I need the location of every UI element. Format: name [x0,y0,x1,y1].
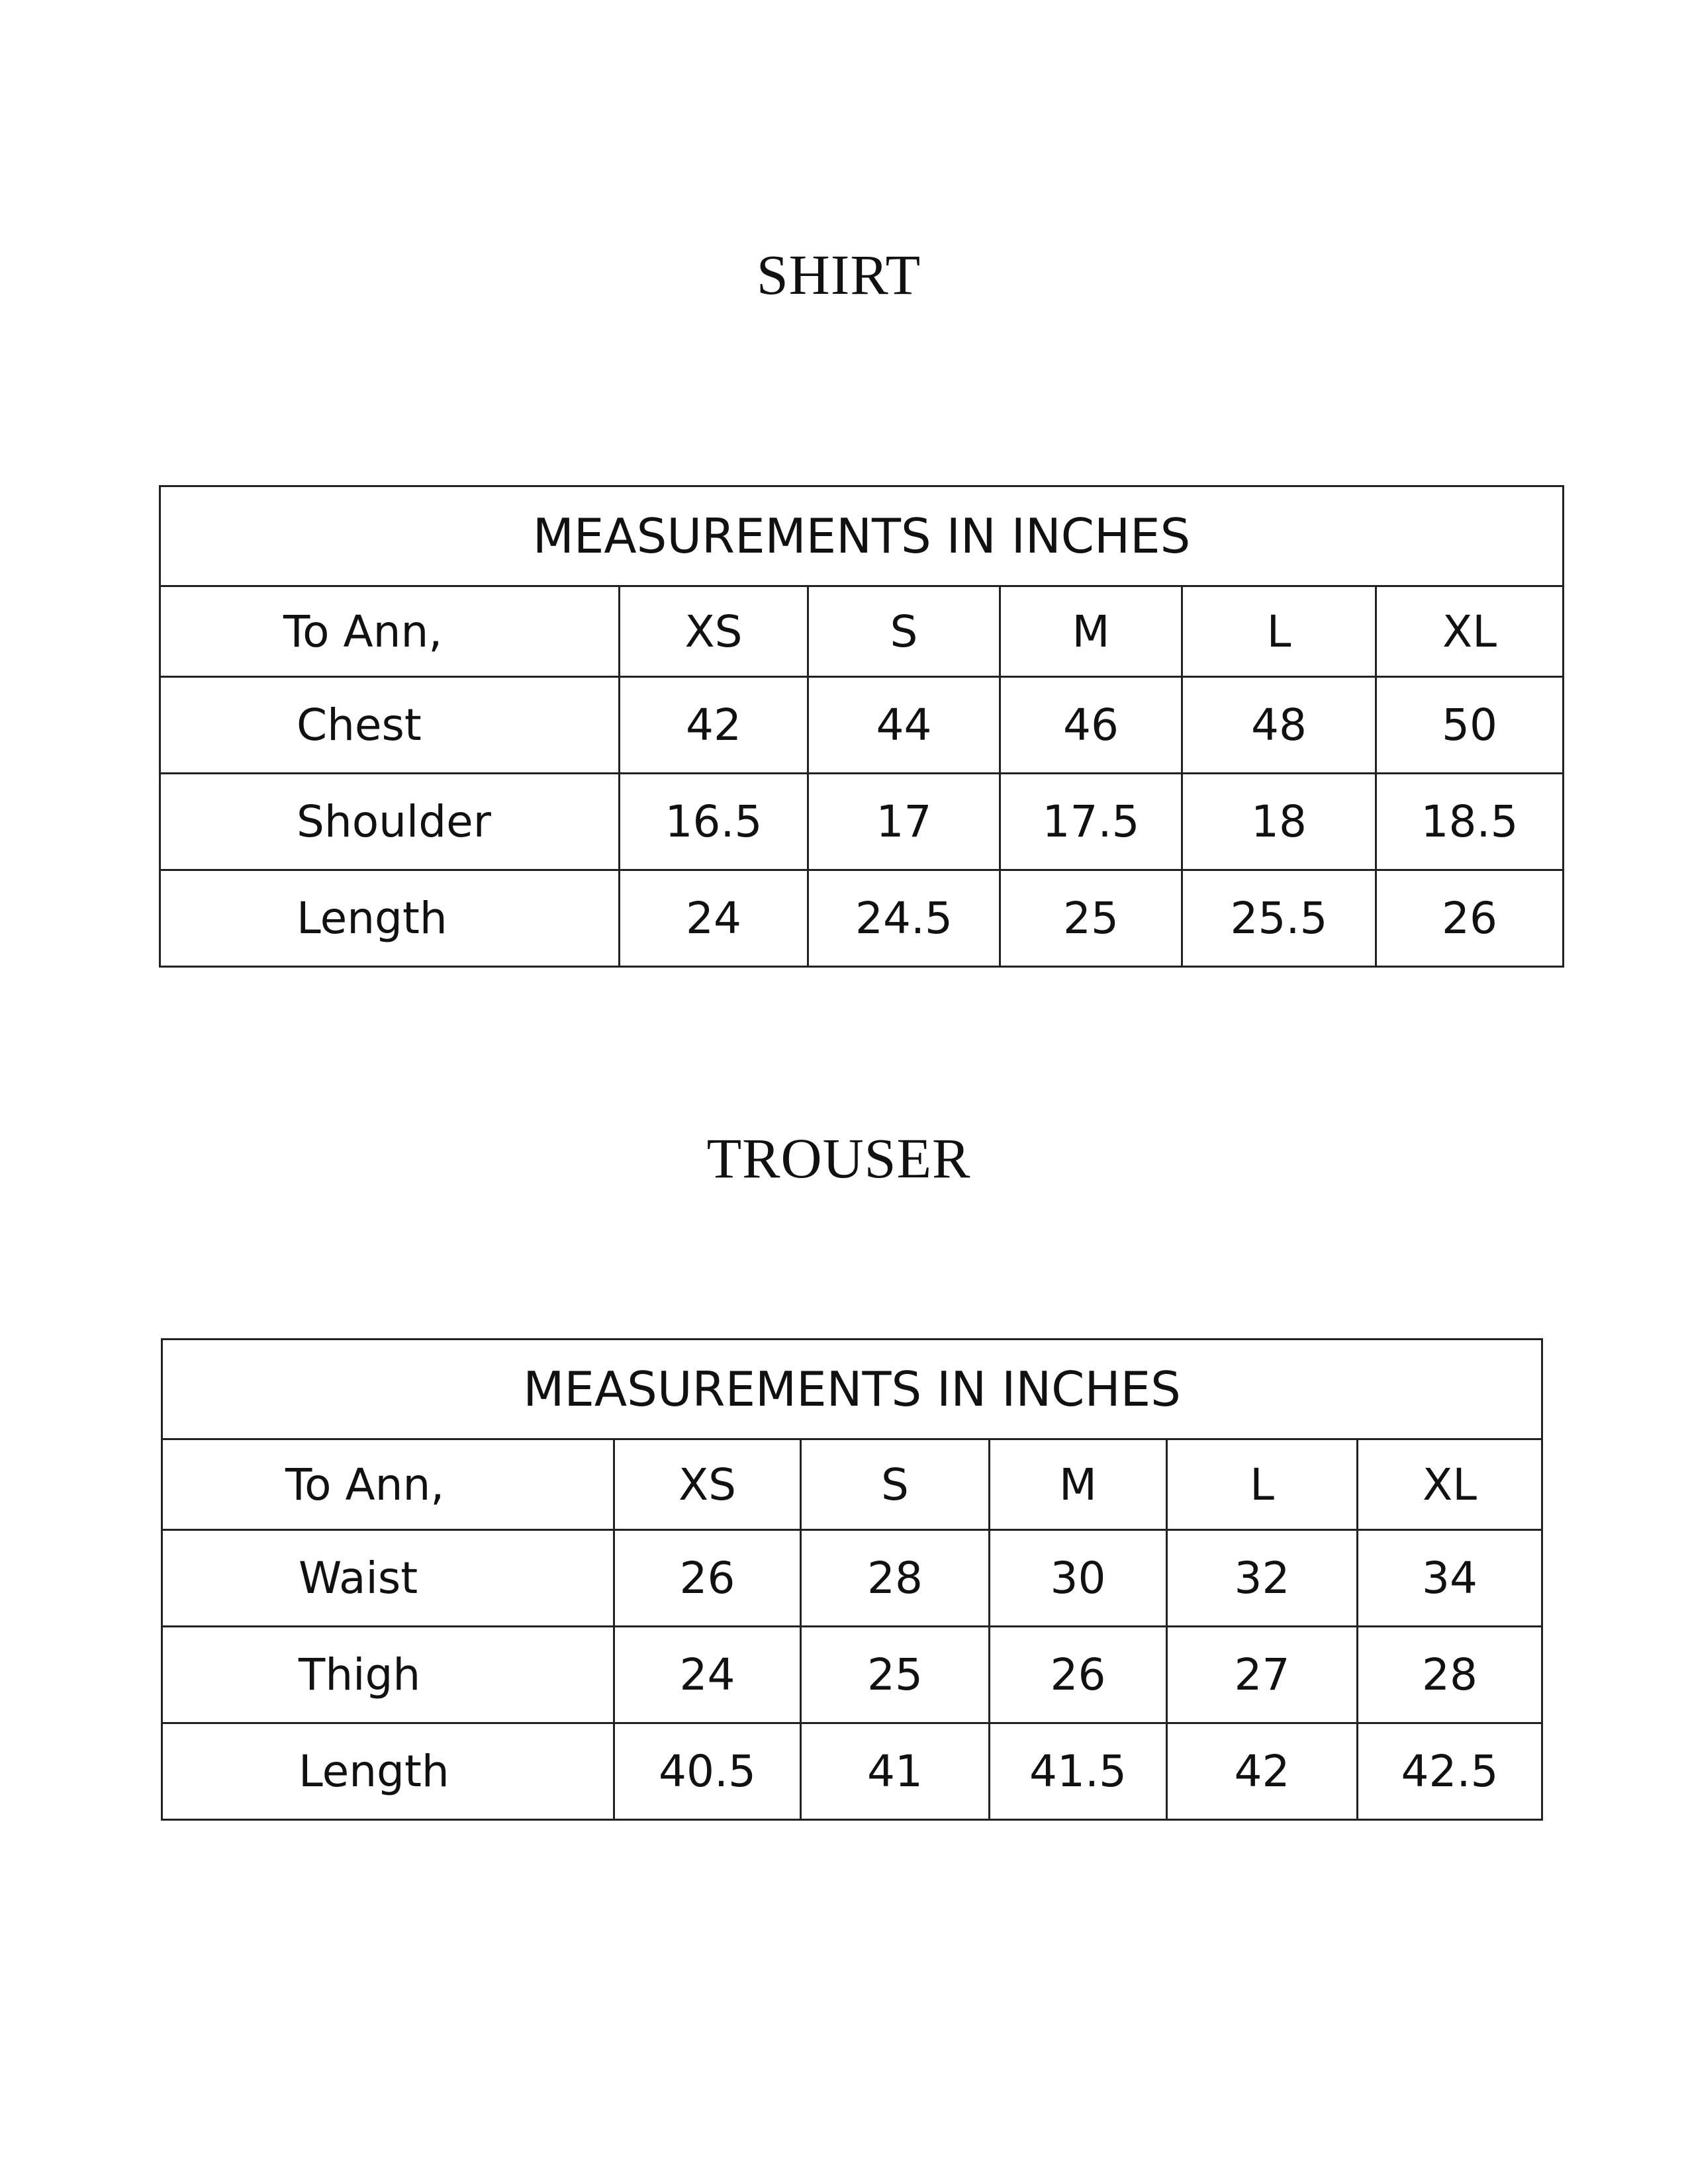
table-cell: 46 [1000,677,1182,774]
table-cell: 26 [990,1627,1167,1723]
table-cell: 25.5 [1182,870,1376,967]
header-cell-xs: XS [620,586,808,677]
table-cell: 40.5 [614,1723,801,1820]
table-caption: MEASUREMENTS IN INCHES [160,486,1564,586]
header-cell-recipient: To Ann, [162,1439,614,1530]
table-row [162,1627,1542,1723]
header-cell-m: M [1000,586,1182,677]
header-cell-xl: XL [1358,1439,1542,1530]
table-cell: 27 [1167,1627,1358,1723]
row-label: Thigh [162,1627,614,1723]
table-row [162,1530,1542,1627]
header-cell-s: S [808,586,1000,677]
table-caption-row [160,486,1564,586]
table-cell: 42 [1167,1723,1358,1820]
row-label: Waist [162,1530,614,1627]
row-label: Length [162,1723,614,1820]
table-row [160,870,1564,967]
table-cell: 25 [801,1627,990,1723]
table-caption-row [162,1340,1542,1439]
table-caption: MEASUREMENTS IN INCHES [162,1340,1542,1439]
table-cell: 18 [1182,774,1376,870]
table-header-row [162,1439,1542,1530]
table-cell: 24.5 [808,870,1000,967]
table-cell: 16.5 [620,774,808,870]
table-cell: 41.5 [990,1723,1167,1820]
table-cell: 24 [614,1627,801,1723]
table-cell: 28 [801,1530,990,1627]
table-cell: 41 [801,1723,990,1820]
table-cell: 17 [808,774,1000,870]
table-cell: 26 [614,1530,801,1627]
table-cell: 26 [1376,870,1564,967]
table-row [160,677,1564,774]
row-label: Shoulder [160,774,620,870]
table-cell: 28 [1358,1627,1542,1723]
table-cell: 42.5 [1358,1723,1542,1820]
table-cell: 32 [1167,1530,1358,1627]
header-cell-l: L [1167,1439,1358,1530]
header-cell-recipient: To Ann, [160,586,620,677]
table-cell: 48 [1182,677,1376,774]
row-label: Length [160,870,620,967]
table-cell: 30 [990,1530,1167,1627]
table-cell: 17.5 [1000,774,1182,870]
shirt-section-title: SHIRT [756,243,921,306]
table-cell: 18.5 [1376,774,1564,870]
trouser-size-table [161,1338,1543,1821]
table-row [162,1723,1542,1820]
row-label: Chest [160,677,620,774]
table-row [160,774,1564,870]
header-cell-l: L [1182,586,1376,677]
table-cell: 25 [1000,870,1182,967]
table-cell: 34 [1358,1530,1542,1627]
header-cell-m: M [990,1439,1167,1530]
table-cell: 50 [1376,677,1564,774]
table-cell: 42 [620,677,808,774]
table-header-row [160,586,1564,677]
header-cell-xs: XS [614,1439,801,1530]
trouser-section-title: TROUSER [706,1126,971,1190]
shirt-size-table [159,485,1564,968]
table-cell: 44 [808,677,1000,774]
header-cell-s: S [801,1439,990,1530]
table-cell: 24 [620,870,808,967]
header-cell-xl: XL [1376,586,1564,677]
